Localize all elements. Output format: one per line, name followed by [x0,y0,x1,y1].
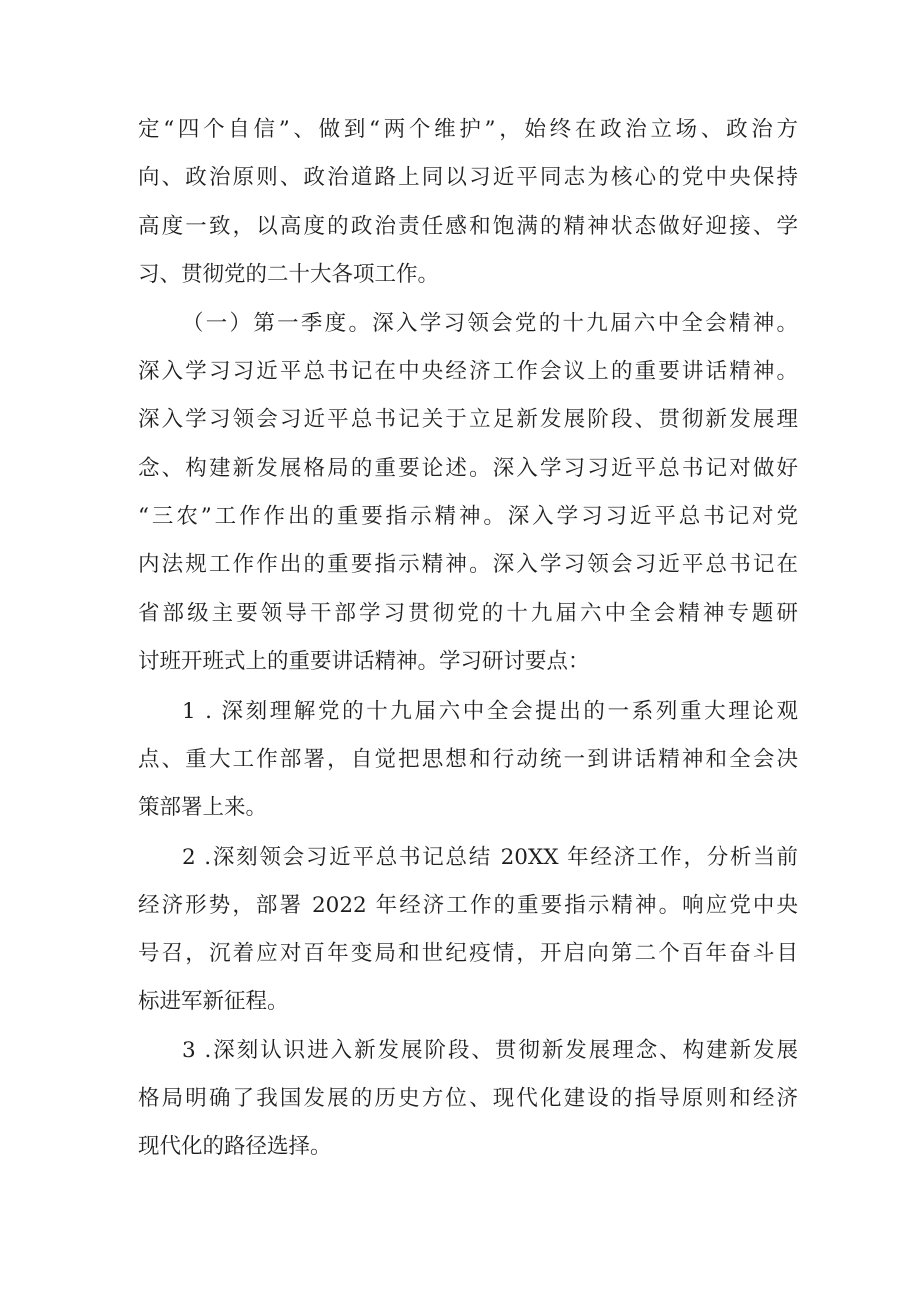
text-line: 深入学习领会习近平总书记关于立足新发展阶段、贯彻新发展理 [138,407,798,432]
text-line: 号召，沉着应对百年变局和世纪疫情，开启向第二个百年奋斗目 [138,941,798,966]
text-line: 内法规工作作出的重要指示精神。深入学习领会习近平总书记在 [138,552,798,577]
text-line: 现代化的路径选择。 [138,1134,332,1159]
text-line: 经济形势，部署 2022 年经济工作的重要指示精神。响应党中央 [138,893,798,918]
text-line: 3 .深刻认识进入新发展阶段、贯彻新发展理念、构建新发展 [182,1038,798,1063]
text-line: 高度一致，以高度的政治责任感和饱满的精神状态做好迎接、学 [138,214,798,239]
text-line: 点、重大工作部署，自觉把思想和行动统一到讲话精神和全会决 [138,747,798,772]
text-line: 标进军新征程。 [138,989,289,1014]
text-line: 格局明确了我国发展的历史方位、现代化建设的指导原则和经济 [138,1086,798,1111]
text-line: 省部级主要领导干部学习贯彻党的十九届六中全会精神专题研 [138,601,798,626]
text-line: 策部署上来。 [138,795,268,820]
text-line: 念、构建新发展格局的重要论述。深入学习习近平总书记对做好 [138,456,798,481]
text-line: 1 . 深刻理解党的十九届六中全会提出的一系列重大理论观 [182,699,798,724]
text-line: （一）第一季度。深入学习领会党的十九届六中全会精神。 [182,311,798,336]
text-line: 2 .深刻领会习近平总书记总结 20XX 年经济工作，分析当前 [182,845,798,870]
text-line: 讨班开班式上的重要讲话精神。学习研讨要点： [138,649,590,674]
text-line: 定“四个自信”、做到“两个维护”，始终在政治立场、政治方 [138,117,798,142]
text-line: “三农”工作作出的重要指示精神。深入学习习近平总书记对党 [138,504,798,529]
text-line: 深入学习习近平总书记在中央经济工作会议上的重要讲话精神。 [138,359,798,384]
text-line: 习、贯彻党的二十大各项工作。 [138,262,440,287]
text-line: 向、政治原则、政治道路上同以习近平同志为核心的党中央保持 [138,165,798,190]
